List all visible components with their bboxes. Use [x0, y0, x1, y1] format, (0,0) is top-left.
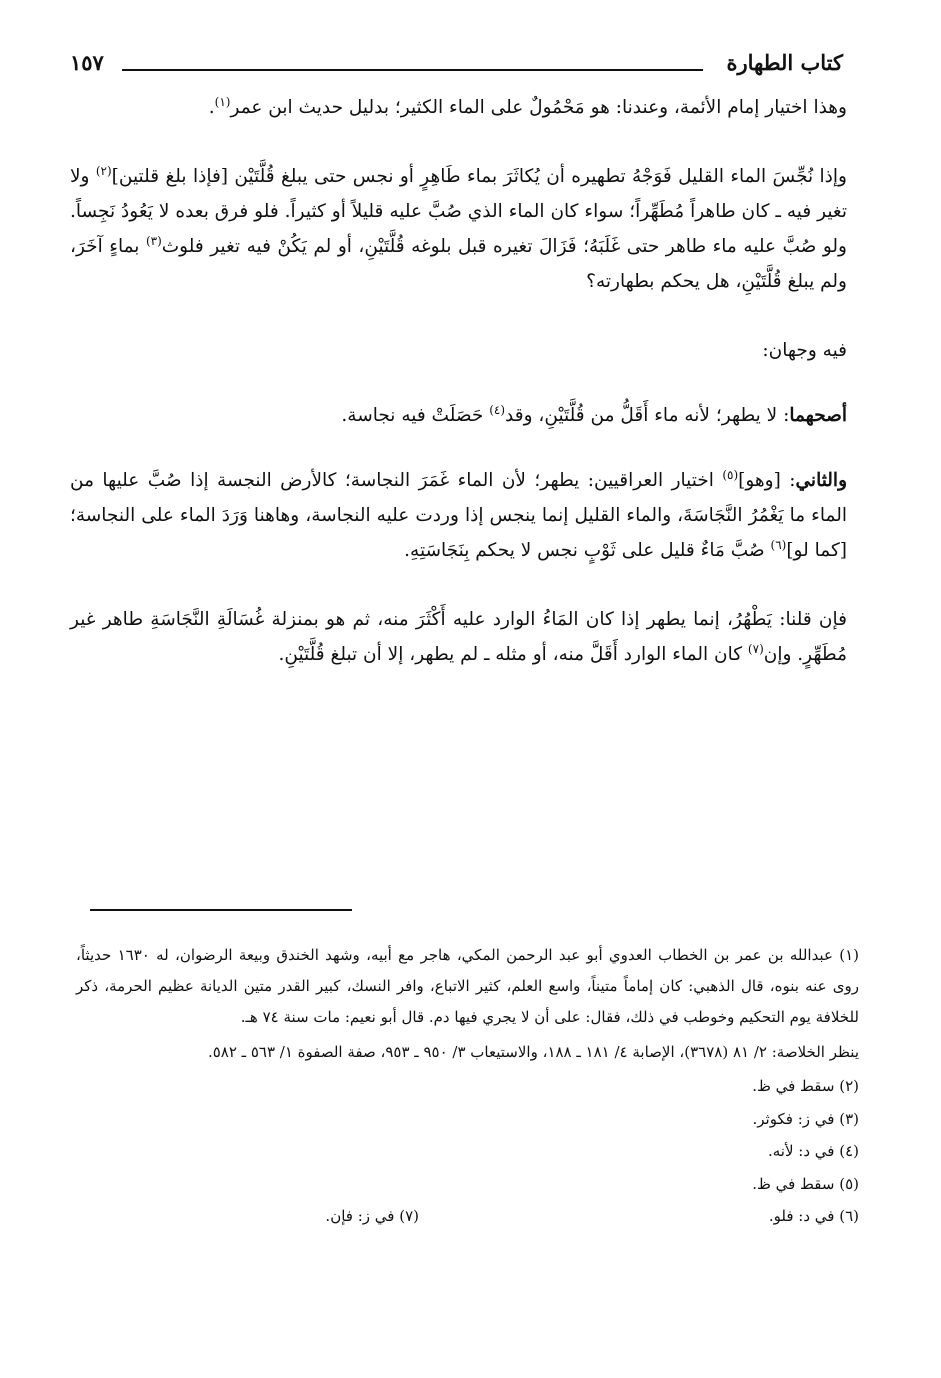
paragraph-4-text-a: : لا يطهر؛ لأنه ماء أَقَلُّ من قُلَّتَيْنِ، وقد [505, 405, 790, 426]
page-header [70, 46, 843, 86]
footnote-6: (٦) في د: فلو. [768, 1207, 859, 1225]
paragraph-5-text-b: اختيار العراقيين: يطهر؛ لأن الماء غَمَرَ النجاسة؛ كالأرض النجسة إذا صُبَّ عليها من الماء ما يَغْمُرُ النَّجَاسَةَ، والماء القليل إنما ينجس إذا وردت عليه النجاسة، وهاهنا وَرَدَ الماء على النجاسة؛ [كما لو] [70, 470, 847, 561]
footnote-ref-3: (٣) [145, 233, 162, 248]
paragraph-5 [70, 463, 847, 568]
footnote-5: (٥) سقط في ظ. [752, 1174, 859, 1193]
paragraph-4 [70, 398, 847, 433]
paragraph-1-end: . [208, 97, 215, 118]
paragraph-1 [70, 90, 847, 125]
page-number: ١٥٧ [70, 50, 104, 75]
footnote-7: (٧) في ز: فإن. [325, 1207, 419, 1225]
paragraph-6-text-a: فإن قلنا: يَطْهُرُ، إنما يطهر إذا كان المَاءُ الوارد عليه أَكْثَرَ منه، ثم هو بمنزلة غُسَالَةِ النَّجَاسَةِ طاهر غير مُطَهِّرٍ. وإن [70, 609, 847, 665]
paragraph-4-lead: أصحهما [789, 405, 847, 426]
footnote-ref-5: (٥) [722, 467, 739, 482]
paragraph-2-text-a: وإذا نُجِّسَ الماء القليل فَوَجْهُ تطهيره أن يُكاثَرَ بماء طَاهِرٍ أو نجس حتى يبلغ قُلَّتَيْن [فإذا بلغ قلتين] [111, 166, 847, 187]
footnote-3: (٣) في ز: فكوثر. [752, 1109, 859, 1128]
paragraph-2-text-b: ولا تغير فيه ـ كان طاهراً مُطَهِّراً؛ سواء كان الماء الذي صُبَّ عليه قليلاً أو كثيراً. فلو فرق بعده لا يَعُودُ نَجِساً. ولو صُبَّ عليه ماء طاهر حتى غَلَبَهُ؛ فَزَالَ تغيره قبل بلوغه قُلَّتَيْنِ، أو لم يَكُنْ فيه تغير فلوث [70, 166, 847, 257]
footnotes [76, 940, 859, 1233]
running-title: كتاب الطهارة [726, 50, 843, 75]
paragraph-2-text-c: بماءٍ آخَرَ، ولم يبلغ قُلَّتَيْنِ، هل يحكم بطهارته؟ [70, 236, 847, 292]
footnote-2: (٢) سقط في ظ. [752, 1077, 859, 1095]
paragraph-3: فيه وجهان: [762, 340, 847, 361]
main-text [70, 90, 847, 672]
paragraph-4-text-b: حَصَلَتْ فيه نجاسة. [341, 405, 490, 426]
footnote-ref-2: (٢) [95, 163, 112, 178]
footnote-ref-1: (١) [214, 94, 231, 109]
footnote-ref-6: (٦) [770, 537, 787, 552]
paragraph-5-text-c: صُبَّ مَاءٌ قليل على ثَوْبٍ نجس لا يحكم بِنَجَاسَتِهِ. [404, 540, 771, 561]
paragraph-6 [70, 602, 847, 672]
paragraph-1-text: وهذا اختيار إمام الأئمة، وعندنا: هو مَحْمُولٌ على الماء الكثير؛ بدليل حديث ابن عمر [230, 97, 847, 118]
footnote-1-sources: ينظر الخلاصة: ٢/ ٨١ (٣٦٧٨)، الإصابة ٤/ ١٨١ ـ ١٨٨، والاستيعاب ٣/ ٩٥٠ ـ ٩٥٣، صفة الصفوة ١/ ٥٦٣ ـ ٥٨٢. [207, 1043, 859, 1061]
paragraph-5-lead: والثاني [795, 470, 847, 491]
footnote-ref-7: (٧) [747, 641, 764, 656]
header-rule [122, 69, 703, 71]
footnote-4: (٤) في د: لأنه. [767, 1142, 859, 1160]
paragraph-6-text-b: كان الماء الوارد أَقَلَّ منه، أو مثله ـ لم يطهر، إلا أن تبلغ قُلَّتَيْنِ. [278, 644, 748, 665]
footnote-1: (١) عبدالله بن عمر بن الخطاب العدوي أبو عبد الرحمن المكي، هاجر مع أبيه، وشهد الخندق وبيعة الرضوان، له ١٦٣٠ حديثاً، روى عنه بنوه، قال الذهبي: كان إماماً متيناً، واسع العلم، كثير الاتباع، وافر النسك، كبير القدر متين الديانة عظيم الحرمة، ذكر للخلافة يوم التحكيم وخوطب في ذلك، فقال: على أن لا يجري فيها دم. قال أبو نعيم: مات سنة ٧٤ هـ. [76, 946, 859, 1026]
footnote-ref-4: (٤) [489, 402, 506, 417]
paragraph-2 [70, 159, 847, 299]
footnote-separator [90, 909, 352, 911]
short-footnotes [76, 1070, 859, 1233]
paragraph-5-text-a: : [وهو] [738, 470, 796, 491]
